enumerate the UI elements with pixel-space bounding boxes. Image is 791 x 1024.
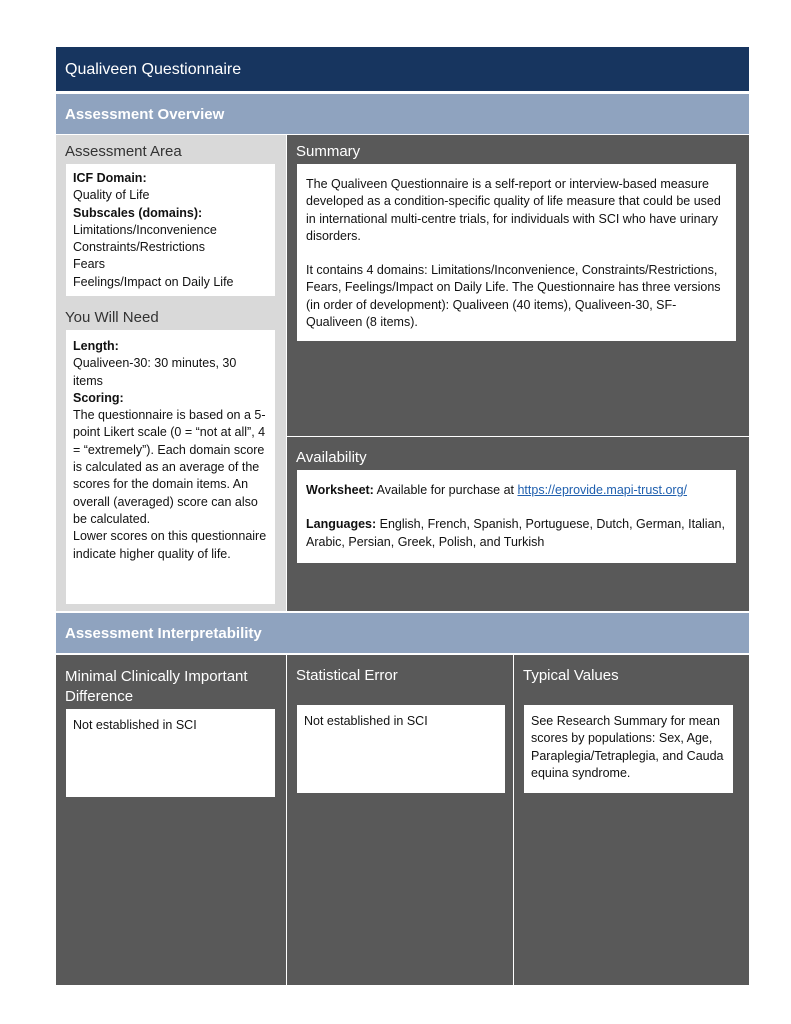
statistical-error-text: Not established in SCI [304, 714, 428, 728]
section-header-interpretability: Assessment Interpretability [56, 613, 749, 653]
scoring-label: Scoring: [73, 390, 124, 405]
you-will-need-heading: You Will Need [65, 309, 159, 326]
subscale-item: Feelings/Impact on Daily Life [73, 274, 234, 289]
summary-box [297, 164, 736, 341]
languages-label: Languages: [306, 517, 377, 532]
statistical-error-box [297, 705, 505, 793]
document-title: Qualiveen Questionnaire [56, 47, 749, 91]
length-value: Qualiveen-30: 30 minutes, 30 items [73, 356, 237, 388]
summary-paragraph: The Qualiveen Questionnaire is a self-report or interview-based measure developed as a condition-specific quality of life measure that could be used in international multi-centre trials, for individuals with SCI who have urinary disorders. [306, 177, 721, 243]
languages-text: English, French, Spanish, Portuguese, Dutch, German, Italian, Arabic, Persian, Greek, Polish, and Turkish [306, 517, 725, 549]
summary-paragraph: It contains 4 domains: Limitations/Inconvenience, Constraints/Restrictions, Fears, Feelings/Impact on Daily Life. The Questionnaire has three versions (in order of development): Qualiveen (40 items), Qualiveen-30, SF-Qualiveen (8 items). [306, 263, 721, 330]
length-label: Length: [73, 339, 119, 353]
availability-heading: Availability [296, 449, 367, 466]
subscales-label: Subscales (domains): [73, 205, 203, 220]
mcid-heading: Minimal Clinically Important Difference [65, 668, 248, 705]
subscale-item: Constraints/Restrictions [73, 240, 205, 255]
typical-values-heading: Typical Values [523, 667, 619, 684]
section-header-overview: Assessment Overview [56, 94, 749, 134]
assessment-area-box [66, 164, 275, 296]
worksheet-text: Available for purchase at [376, 483, 514, 497]
scoring-note: Lower scores on this questionnaire indicate higher quality of life. [73, 529, 267, 561]
mcid-text: Not established in SCI [73, 718, 197, 732]
availability-box [297, 470, 736, 563]
subscale-item: Fears [73, 257, 105, 272]
icf-domain-label: ICF Domain: [73, 171, 147, 185]
summary-heading: Summary [296, 143, 361, 160]
statistical-error-heading: Statistical Error [296, 667, 398, 684]
you-will-need-box [66, 330, 275, 604]
scoring-text: The questionnaire is based on a 5-point Likert scale (0 = “not at all”, 4 = “extremely”). Each domain score is calculated as an average of the scores for the domain items. An overall (averaged) score can also be calculated. [73, 408, 266, 526]
icf-domain-value: Quality of Life [73, 188, 150, 203]
assessment-area-heading: Assessment Area [65, 143, 182, 160]
subscale-item: Limitations/Inconvenience [73, 222, 217, 237]
typical-values-box [524, 705, 733, 793]
languages-line [306, 516, 727, 551]
eprovide-link[interactable]: https://eprovide.mapi-trust.org/ [517, 483, 688, 497]
mcid-box [66, 709, 275, 797]
worksheet-label: Worksheet: [306, 483, 374, 497]
typical-values-text: See Research Summary for mean scores by populations: Sex, Age, Paraplegia/Tetraplegia, and Cauda equina syndrome. [531, 714, 724, 780]
worksheet-line [306, 482, 727, 499]
